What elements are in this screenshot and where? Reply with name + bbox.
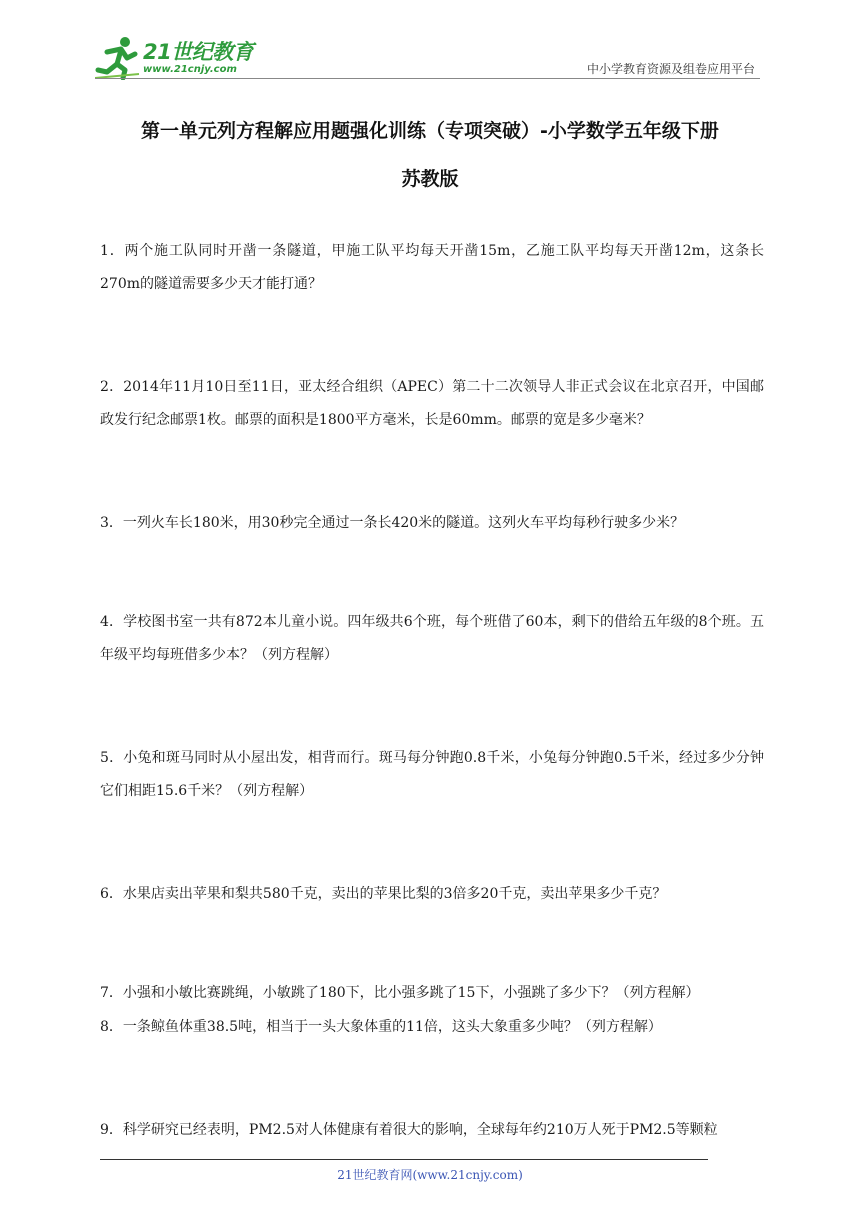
question-6: 6．水果店卖出苹果和梨共580千克，卖出的苹果比梨的3倍多20千克，卖出苹果多少千克？ bbox=[100, 886, 667, 902]
question-2: 2．2014年11月10日至11日，亚太经合组织（APEC）第二十二次领导人非正式会议在北京召开，中国邮政发行纪念邮票1枚。邮票的面积是1800平方毫米，长是60mm。邮票的宽是多少毫米？ bbox=[100, 379, 764, 428]
question-7: 7．小强和小敏比赛跳绳，小敏跳了180下，比小强多跳了15下，小强跳了多少下？（列方程解） bbox=[100, 985, 700, 1001]
question-3: 3．一列火车长180米，用30秒完全通过一条长420米的隧道。这列火车平均每秒行驶多少米？ bbox=[100, 515, 685, 531]
question-1: 1．两个施工队同时开凿一条隧道，甲施工队平均每天开凿15m，乙施工队平均每天开凿12m，这条长270m的隧道需要多少天才能打通？ bbox=[100, 243, 764, 292]
logo bbox=[95, 36, 265, 80]
logo-url: www.21cnjy.com bbox=[143, 64, 237, 75]
title-line-1: 第一单元列方程解应用题强化训练（专项突破）-小学数学五年级下册 bbox=[141, 120, 719, 142]
platform-label: 中小学教育资源及组卷应用平台 bbox=[586, 62, 755, 76]
footer-divider bbox=[100, 1159, 708, 1160]
question-5: 5．小兔和斑马同时从小屋出发，相背而行。斑马每分钟跑0.8千米，小兔每分钟跑0.5千米，经过多少分钟它们相距15.6千米？（列方程解） bbox=[100, 750, 764, 799]
question-9: 9．科学研究已经表明，PM2.5对人体健康有着很大的影响，全球每年约210万人死于PM2.5等颗粒 bbox=[100, 1122, 718, 1138]
title-line-2: 苏教版 bbox=[401, 168, 459, 190]
question-8: 8．一条鲸鱼体重38.5吨，相当于一头大象体重的11倍，这头大象重多少吨？（列方程解） bbox=[100, 1019, 662, 1035]
page-header bbox=[0, 0, 860, 90]
footer-link[interactable]: 21世纪教育网(www.21cnjy.com) bbox=[337, 1168, 523, 1182]
document-title bbox=[60, 107, 800, 203]
question-4: 4．学校图书室一共有872本儿童小说。四年级共6个班，每个班借了60本，剩下的借给五年级的8个班。五年级平均每班借多少本？（列方程解） bbox=[100, 614, 764, 663]
logo-text: 21世纪教育 bbox=[143, 40, 254, 64]
runner-logo-icon bbox=[95, 36, 141, 80]
header-divider bbox=[95, 78, 760, 79]
